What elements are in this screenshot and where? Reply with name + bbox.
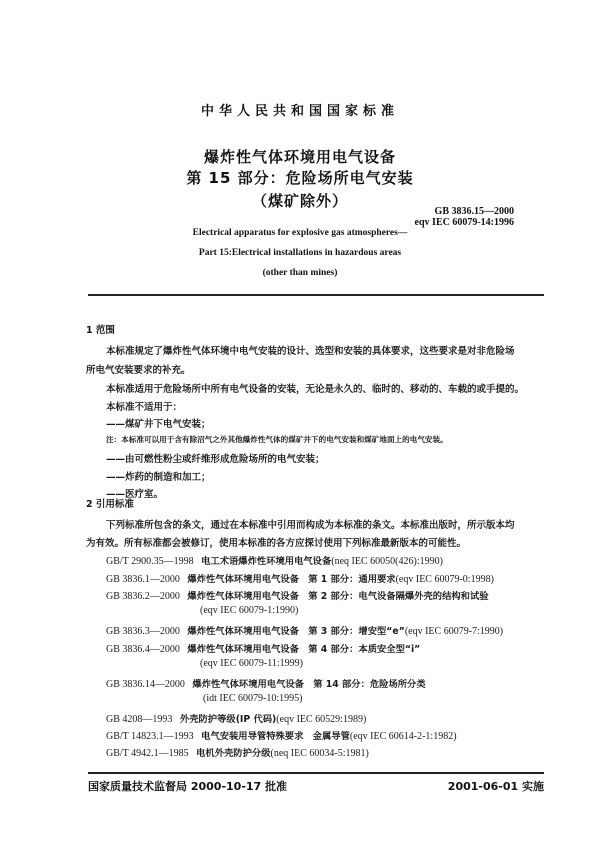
reference-suffix: (eqv IEC 60079-7:1990) xyxy=(404,626,504,637)
reference-code: GB/T 2900.35—1998 xyxy=(106,556,194,567)
reference-row xyxy=(106,728,457,742)
footer-divider xyxy=(88,772,544,774)
reference-row xyxy=(106,623,503,637)
title-en-line1: Electrical apparatus for explosive gas atmospheres— xyxy=(192,228,408,238)
reference-title: 电工术语爆炸性环境用电气设备 xyxy=(201,556,332,567)
reference-row xyxy=(106,553,443,567)
reference-continuation: (idt IEC 60079-10:1995) xyxy=(203,693,303,704)
reference-suffix: (eqv IEC 60529:1989) xyxy=(276,714,367,725)
section1-para1-line1: 本标准规定了爆炸性气体环境中电气安装的设计、选型和安装的具体要求，这些要求是对非危险场 xyxy=(106,346,515,357)
reference-code: GB 3836.4—2000 xyxy=(106,644,180,655)
reference-code: GB 4208—1993 xyxy=(106,714,173,725)
reference-title: 爆炸性气体环境用电气设备 第 1 部分：通用要求 xyxy=(187,574,396,585)
reference-row xyxy=(106,571,494,585)
section1-para3: 本标准不适用于： xyxy=(106,402,183,413)
section1-note: 注：本标准可以用于含有除沼气之外其他爆炸性气体的煤矿井下的电气安装和煤矿地面上的电气安装。 xyxy=(106,435,448,444)
reference-title: 电气安装用导管特殊要求 金属导管 xyxy=(201,731,350,742)
title-en-line2: Part 15:Electrical installations in hazardous areas xyxy=(198,248,402,258)
reference-code: GB/T 4942.1—1985 xyxy=(106,748,189,759)
title-cn-line1: 爆炸性气体环境用电气设备 xyxy=(203,148,396,166)
section2-intro-line2: 为有效。所有标准都会被修订，使用本标准的各方应探讨使用下列标准最新版本的可能性。 xyxy=(86,538,467,549)
section1-para1-line2: 所电气安装要求的补充。 xyxy=(86,365,191,376)
title-cn-line2: 第 15 部分：危险场所电气安装 xyxy=(186,169,414,187)
exclusion-item: ——煤矿井下电气安装； xyxy=(106,419,211,430)
reference-row xyxy=(106,588,489,602)
exclusion-item: ——由可燃性粉尘或纤维形成危险场所的电气安装； xyxy=(106,454,325,465)
reference-suffix: (neq IEC 60034-5:1981) xyxy=(270,748,369,759)
section2-heading: 2 引用标准 xyxy=(86,499,134,510)
section1-para2: 本标准适用于危险场所中所有电气设备的安装，无论是永久的、临时的、移动的、车载的或手提的。 xyxy=(106,384,525,395)
section2-intro-line1: 下列标准所包含的条文，通过在本标准中引用而构成为本标准的条文。本标准出版时，所示版本均 xyxy=(106,520,515,531)
title-en-line3: (other than mines) xyxy=(262,268,338,278)
reference-row xyxy=(106,711,366,725)
reference-title: 爆炸性气体环境用电气设备 第 2 部分：电气设备隔爆外壳的结构和试验 xyxy=(187,591,489,602)
reference-title: 外壳防护等级(IP 代码) xyxy=(179,714,277,725)
title-cn-line3: （煤矿除外） xyxy=(251,192,348,210)
exclusion-item: ——炸药的制造和加工； xyxy=(106,472,211,483)
approval-date: 国家质量技术监督局 2000-10-17 批准 xyxy=(88,780,288,793)
reference-continuation: (eqv IEC 60079-11:1999) xyxy=(200,658,303,669)
reference-code: GB 3836.1—2000 xyxy=(106,574,180,585)
reference-suffix: (eqv IEC 60079-0:1998) xyxy=(395,574,494,585)
implementation-date: 2001-06-01 实施 xyxy=(447,780,544,793)
reference-suffix: (eqv IEC 60614-2-1:1982) xyxy=(349,731,457,742)
equivalent-code: eqv IEC 60079-14:1996 xyxy=(414,217,514,228)
reference-code: GB 3836.2—2000 xyxy=(106,591,180,602)
reference-suffix: (neq IEC 60050(426):1990) xyxy=(331,556,443,567)
reference-row xyxy=(106,745,369,759)
reference-code: GB 3836.14—2000 xyxy=(106,679,185,690)
reference-continuation: (eqv IEC 60079-1:1990) xyxy=(200,605,299,616)
reference-title: 爆炸性气体环境用电气设备 第 4 部分：本质安全型“i” xyxy=(187,644,421,655)
exclusion-item: ——医疗室。 xyxy=(106,489,164,500)
reference-title: 爆炸性气体环境用电气设备 第 3 部分：增安型“e” xyxy=(187,626,405,637)
standard-code: GB 3836.15—2000 xyxy=(434,206,514,217)
reference-title: 电机外壳防护分级 xyxy=(196,748,271,759)
reference-code: GB 3836.3—2000 xyxy=(106,626,180,637)
national-standard-label: 中华人民共和国国家标准 xyxy=(200,104,399,119)
header-divider xyxy=(88,294,544,296)
reference-title: 爆炸性气体环境用电气设备 第 14 部分：危险场所分类 xyxy=(192,679,426,690)
section1-heading: 1 范围 xyxy=(86,325,115,336)
reference-row xyxy=(106,676,426,690)
reference-row xyxy=(106,641,420,655)
reference-code: GB/T 14823.1—1993 xyxy=(106,731,194,742)
